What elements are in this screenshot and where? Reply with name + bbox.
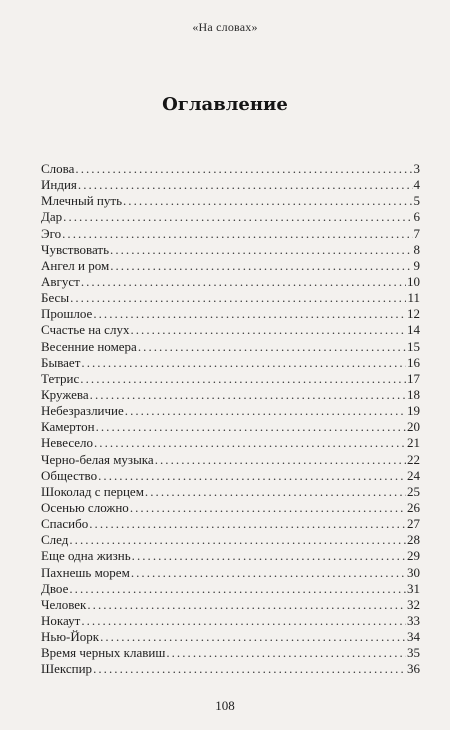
toc-entry [41,435,420,451]
toc-entry [41,177,420,193]
dot-leader [75,161,412,177]
page-number: 108 [215,698,235,713]
toc-entry [41,161,420,177]
toc-entry [41,209,420,225]
toc-entry [41,193,420,209]
toc-entry-title: Время черных клавиш [41,645,166,661]
toc-entry-title: Весенние номера [41,338,137,354]
toc-entry [41,403,420,419]
toc-entry [41,548,420,564]
toc-entry [41,581,420,597]
dot-leader [81,274,406,290]
toc-entry-page: 14 [407,322,420,338]
toc-entry [41,565,420,581]
running-header: «На словах» [192,20,258,34]
toc-entry-title: Дар [41,209,63,225]
toc-entry-title: Еще одна жизнь [41,548,131,564]
toc-entry-title: Эго [41,225,62,241]
dot-leader [110,242,412,258]
toc-entry [41,226,420,242]
toc-entry-title: Ангел и ром [41,257,110,273]
table-of-contents [41,161,420,678]
dot-leader [166,645,406,661]
toc-entry-page: 33 [407,612,420,628]
toc-entry-page: 27 [407,516,420,532]
toc-entry-page: 5 [413,193,420,209]
dot-leader [80,371,406,387]
toc-entry [41,258,420,274]
toc-entry [41,452,420,468]
toc-entry [41,532,420,548]
toc-entry-page: 36 [407,661,420,677]
toc-entry-title: Август [41,273,80,289]
toc-entry-title: Слова [41,161,75,176]
toc-entry-title: Нокаут [41,612,81,628]
toc-entry-page: 15 [407,338,420,354]
toc-entry [41,500,420,516]
toc-entry [41,484,420,500]
dot-leader [131,565,406,581]
toc-entry-page: 25 [407,483,420,499]
toc-entry-title: Невесело [41,435,93,451]
dot-leader [130,500,406,516]
toc-entry-title: Общество [41,467,98,483]
dot-leader [62,226,412,242]
toc-entry-page: 6 [413,209,420,225]
toc-entry-page: 12 [407,306,420,322]
toc-entry [41,629,420,645]
toc-entry-title: Счастье на слух [41,322,130,338]
toc-entry-page: 18 [407,386,420,402]
dot-leader [130,322,406,338]
toc-entry-title: Чувствовать [41,241,110,257]
toc-entry [41,290,420,306]
dot-leader [155,452,406,468]
toc-entry-page: 30 [407,564,420,580]
dot-leader [96,419,406,435]
dot-leader [69,581,406,597]
toc-entry [41,355,420,371]
dot-leader [69,532,406,548]
dot-leader [81,355,406,371]
dot-leader [70,290,406,306]
toc-entry-title: Индия [41,177,77,193]
toc-entry [41,597,420,613]
dot-leader [63,209,412,225]
toc-entry-title: Нью-Йорк [41,629,100,645]
dot-leader [100,629,406,645]
toc-entry-page: 34 [407,629,420,645]
toc-entry [41,242,420,258]
toc-entry [41,387,420,403]
toc-entry-title: Черно-белая музыка [41,451,154,467]
toc-entry-title: Кружева [41,386,89,402]
toc-entry [41,322,420,338]
toc-entry-page: 29 [407,548,420,564]
toc-entry-page: 16 [407,354,420,370]
toc-entry-title: Шоколад с перцем [41,483,144,499]
toc-entry-page: 26 [407,499,420,515]
toc-entry-title: Бесы [41,290,70,306]
toc-entry-page: 24 [407,467,420,483]
toc-entry-title: Осенью сложно [41,499,129,515]
toc-entry-page: 31 [407,580,420,596]
dot-leader [125,403,406,419]
dot-leader [90,387,406,403]
dot-leader [93,306,406,322]
dot-leader [98,468,406,484]
dot-leader [93,661,406,677]
toc-entry [41,419,420,435]
toc-entry-title: Спасибо [41,516,89,532]
toc-entry [41,306,420,322]
toc-entry [41,516,420,532]
toc-entry-title: Пахнешь морем [41,564,130,580]
toc-entry-page: 9 [413,257,420,273]
toc-entry-title: Человек [41,596,87,612]
toc-entry-title: След [41,532,69,548]
toc-entry-page: 19 [407,403,420,419]
toc-title: Оглавление [162,94,288,115]
toc-entry-page: 21 [407,435,420,451]
toc-entry-title: Камертон [41,419,95,435]
dot-leader [87,597,406,613]
toc-entry [41,371,420,387]
dot-leader [89,516,406,532]
toc-entry [41,468,420,484]
toc-entry [41,274,420,290]
toc-entry-title: Небезразличие [41,403,124,419]
toc-entry-page: 20 [407,419,420,435]
toc-entry-page: 7 [413,225,420,241]
toc-entry-page: 3 [413,161,420,176]
toc-entry-page: 35 [407,645,420,661]
dot-leader [145,484,406,500]
dot-leader [132,548,406,564]
toc-entry-page: 28 [407,532,420,548]
toc-entry [41,645,420,661]
dot-leader [138,339,406,355]
toc-entry-title: Млечный путь [41,193,122,209]
toc-entry-title: Шекспир [41,661,93,677]
toc-entry-page: 17 [407,370,420,386]
toc-entry-title: Двое [41,580,69,596]
toc-entry [41,613,420,629]
toc-entry-title: Прошлое [41,306,93,322]
toc-entry [41,339,420,355]
toc-entry-title: Тетрис [41,370,80,386]
toc-entry-title: Бывает [41,354,81,370]
dot-leader [94,435,406,451]
toc-entry-page: 11 [407,290,420,306]
dot-leader [110,258,412,274]
toc-entry-page: 4 [413,177,420,193]
toc-entry-page: 8 [413,241,420,257]
toc-entry-page: 32 [407,596,420,612]
toc-entry-page: 22 [407,451,420,467]
dot-leader [81,613,406,629]
toc-entry-page: 10 [407,273,420,289]
dot-leader [78,177,413,193]
dot-leader [123,193,413,209]
toc-entry [41,661,420,677]
